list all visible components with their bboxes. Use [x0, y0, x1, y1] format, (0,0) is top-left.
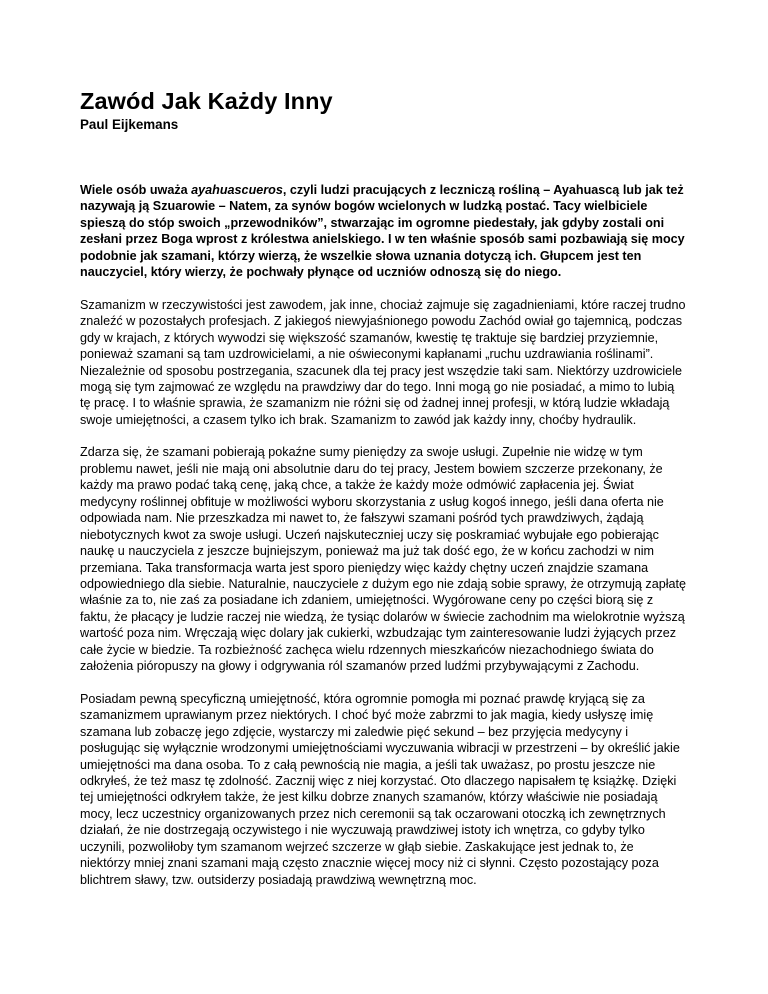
document-title: Zawód Jak Każdy Inny — [80, 88, 333, 114]
document-author: Paul Eijkemans — [80, 117, 179, 132]
document-page — [80, 87, 686, 888]
lead-text-start: Wiele osób uważa — [80, 183, 192, 197]
body-paragraph-3: Posiadam pewną specyficzną umiejętność, która ogromnie pomogła mi poznać prawdę kryjącą się za szamanizmem uprawianym przez niektórych. I choć być może zabrzmi to jak magia, kiedy usłyszę imię szamana lub zobaczę jego zdjęcie, wystarczy mi zaledwie pięć sekund – bez przyjęcia medycyny i posługując się wyłącznie wrodzonymi umiejętnościami wyczuwania wibracji w przestrzeni – by określić jakie umiejętności ma dana osoba. To z całą pewnością nie magia, a jeśli tak uważasz, po prostu jeszcze nie odkryłeś, że też masz tę zdolność. Zacznij więc z niej korzystać. Oto dlaczego napisałem tę książkę. Dzięki tej umiejętności odkryłem także, że jest kilku dobrze znanych szamanów, którzy właściwie nie posiadają mocy, lecz uczestnicy organizowanych przez nich ceremonii są tak oczarowani otoczką ich zewnętrznych działań, że nie dostrzegają oczywistego i nie wyczuwają prawdziwej istoty ich wnętrza, co gdyby tylko uczynili, pozwoliłoby tym szamanom wejrzeć szczerze w głąb siebie. Zaskakujące jest jednak to, że niektórzy mniej znani szamani mają często znacznie więcej mocy niż ci słynni. Często pozostający poza blichtrem sławy, tzw. outsiderzy posiadają prawdziwą wewnętrzną moc. — [80, 691, 680, 887]
body-paragraph-1: Szamanizm w rzeczywistości jest zawodem, jak inne, chociaż zajmuje się zagadnieniami, które raczej trudno znaleźć w pozostałych profesjach. Z jakiegoś niewyjaśnionego powodu Zachód owiał go tajemnicą, podczas gdy w krajach, z których wywodzi się większość szamanów, kwestię tę traktuje się bardziej przyziemnie, ponieważ szamani są tam uzdrowicielami, a nie oświeconymi kapłanami „ruchu uzdrawiania roślinami”. Niezależnie od sposobu postrzegania, szacunek dla tej pracy jest wszędzie taki sam. Niektórzy uzdrowiciele mogą się tym zajmować ze względu na prawdziwy dar do tego. Inni mogą go nie posiadać, a mimo to lubią tę pracę. I to właśnie sprawia, że szamanizm nie różni się od żadnej innej profesji, w którą ludzie wkładają swoje umiejętności, a czasem tylko ich brak. Szamanizm to zawód jak każdy inny, choćby hydraulik. — [80, 297, 686, 427]
body-paragraph-2: Zdarza się, że szamani pobierają pokaźne sumy pieniędzy za swoje usługi. Zupełnie nie widzę w tym problemu nawet, jeśli nie mają oni absolutnie daru do tej pracy, Jestem bowiem szczerze przekonany, że każdy ma prawo podać taką cenę, jaką chce, a także że każdy może odmówić zapłacenia jej. Świat medycyny roślinnej obfituje w możliwości wyboru skorzystania z usług kogoś innego, jeśli dana oferta nie odpowiada nam. Nie przeszkadza mi nawet to, że fałszywi szamani pośród tych prawdziwych, żądają niebotycznych kwot za swoje usługi. Uczeń najskuteczniej uczy się poskramiać wybujałe ego pobierając naukę u nauczyciela z jeszcze bujniejszym, ponieważ ma już tak dość ego, że w końcu zachodzi w nim przemiana. Taka transformacja warta jest sporo pieniędzy więc każdy chętny uczeń znajdzie szamana odpowiedniego dla siebie. Naturalnie, nauczyciele z dużym ego nie zdają sobie sprawy, że otrzymują zapłatę właśnie za to, nie zaś za posiadane ich zdaniem, umiejętności. Wygórowane ceny po części biorą się z faktu, że płacący je ludzie raczej nie wiedzą, że tysiąc dolarów w świecie zachodnim ma wielokrotnie wyższą wartość poza nim. Wręczają więc dolary jak cukierki, wzbudzając tym zainteresowanie ludzi żyjących przez całe życie w biedzie. Ta rozbieżność zachęca wielu rdzennych mieszkańców niezachodniego świata do założenia pióropuszy na głowy i odgrywania ról szamanów przed ludźmi przybywającymi z Zachodu. — [80, 445, 687, 674]
lead-text-rest: , czyli ludzi pracujących z leczniczą rośliną – Ayahuascą lub jak też nazywają ją Szuarowie – Natem, za synów bogów wcielonych w ludzką postać. Tacy wielbiciele spieszą do stóp swoich „przewodników”, stwarzając im ogromne piedestały, jak gdyby zostali oni zesłani przez Boga wprost z królestwa anielskiego. I w ten właśnie sposób sami pozbawiają się mocy podobnie jak szamani, którzy wierzą, że wszelkie słowa uznania dotyczą ich. Głupcem jest ten nauczyciel, który wierzy, że pochwały płynące od uczniów odnoszą się do niego. — [80, 183, 685, 280]
lead-paragraph — [80, 182, 686, 281]
lead-emphasis: ayahuascueros — [191, 183, 283, 197]
